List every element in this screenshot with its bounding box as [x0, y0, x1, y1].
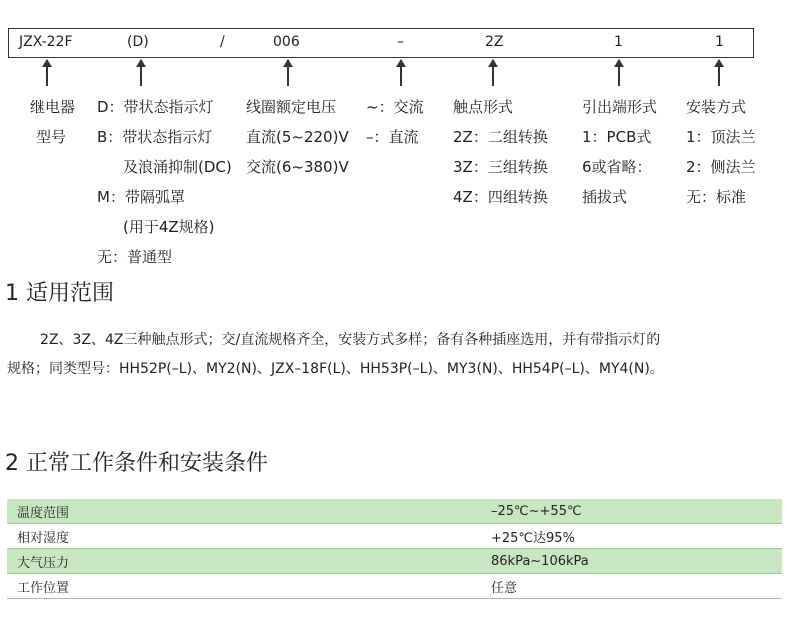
arrow-up-icon: [400, 60, 402, 86]
arrow-up-icon: [140, 60, 142, 86]
legend-contact: 触点形式 2Z：二组转换 3Z：三组转换 4Z：四组转换: [453, 98, 548, 206]
row-value: 任意: [491, 574, 782, 599]
conditions-table: [7, 499, 782, 599]
code-mounting: 1: [715, 34, 724, 50]
code-model: JZX-22F: [19, 34, 73, 50]
arrow-up-icon: [618, 60, 620, 86]
code-indicator: (D): [127, 34, 149, 50]
row-label: 相对湿度: [7, 524, 491, 549]
row-value: 86kPa~106kPa: [491, 549, 782, 574]
model-code-box: [8, 28, 754, 58]
table-row: [7, 549, 782, 574]
code-voltage: 006: [273, 34, 300, 50]
section1-text-line2: 规格；同类型号：HH52P(–L)、MY2(N)、JZX–18F(L)、HH53P(–L)、MY3(N)、HH54P(–L)、MY4(N)。: [7, 361, 664, 377]
table-row: [7, 574, 782, 599]
row-label: 工作位置: [7, 574, 491, 599]
code-current: –: [397, 34, 404, 50]
section1-title: 1 适用范围: [5, 281, 114, 306]
code-contact: 2Z: [485, 34, 504, 50]
table-row: [7, 524, 782, 549]
legend-relay: 继电器 型号: [30, 98, 76, 146]
code-slash: /: [220, 34, 225, 50]
legend-terminal: 引出端形式 1：PCB式 6或省略： 插拔式: [582, 98, 658, 206]
legend-current: ~：交流 –：直流: [366, 98, 424, 146]
arrow-up-icon: [46, 60, 48, 86]
section1-text-line1: 2Z、3Z、4Z三种触点形式；交/直流规格齐全，安装方式多样；备有各种插座选用，并有带指示灯的: [40, 332, 661, 348]
arrow-up-icon: [718, 60, 720, 86]
code-terminal: 1: [614, 34, 623, 50]
row-label: 温度范围: [7, 499, 491, 524]
row-value: +25℃达95%: [491, 524, 782, 549]
section2-title: 2 正常工作条件和安装条件: [5, 451, 268, 476]
legend-mounting: 安装方式 1：顶法兰 2：侧法兰 无：标准: [686, 98, 756, 206]
row-label: 大气压力: [7, 549, 491, 574]
arrow-up-icon: [287, 60, 289, 86]
row-value: –25℃~+55℃: [491, 499, 782, 524]
legend-voltage: 线圈额定电压 直流(5~220)V 交流(6~380)V: [246, 98, 349, 176]
legend-indicator: D：带状态指示灯 B：带状态指示灯 及浪涌抑制(DC) M：带隔弧罩 (用于4Z规格) 无：普通型: [97, 98, 232, 266]
table-row: [7, 499, 782, 524]
arrow-up-icon: [492, 60, 494, 86]
